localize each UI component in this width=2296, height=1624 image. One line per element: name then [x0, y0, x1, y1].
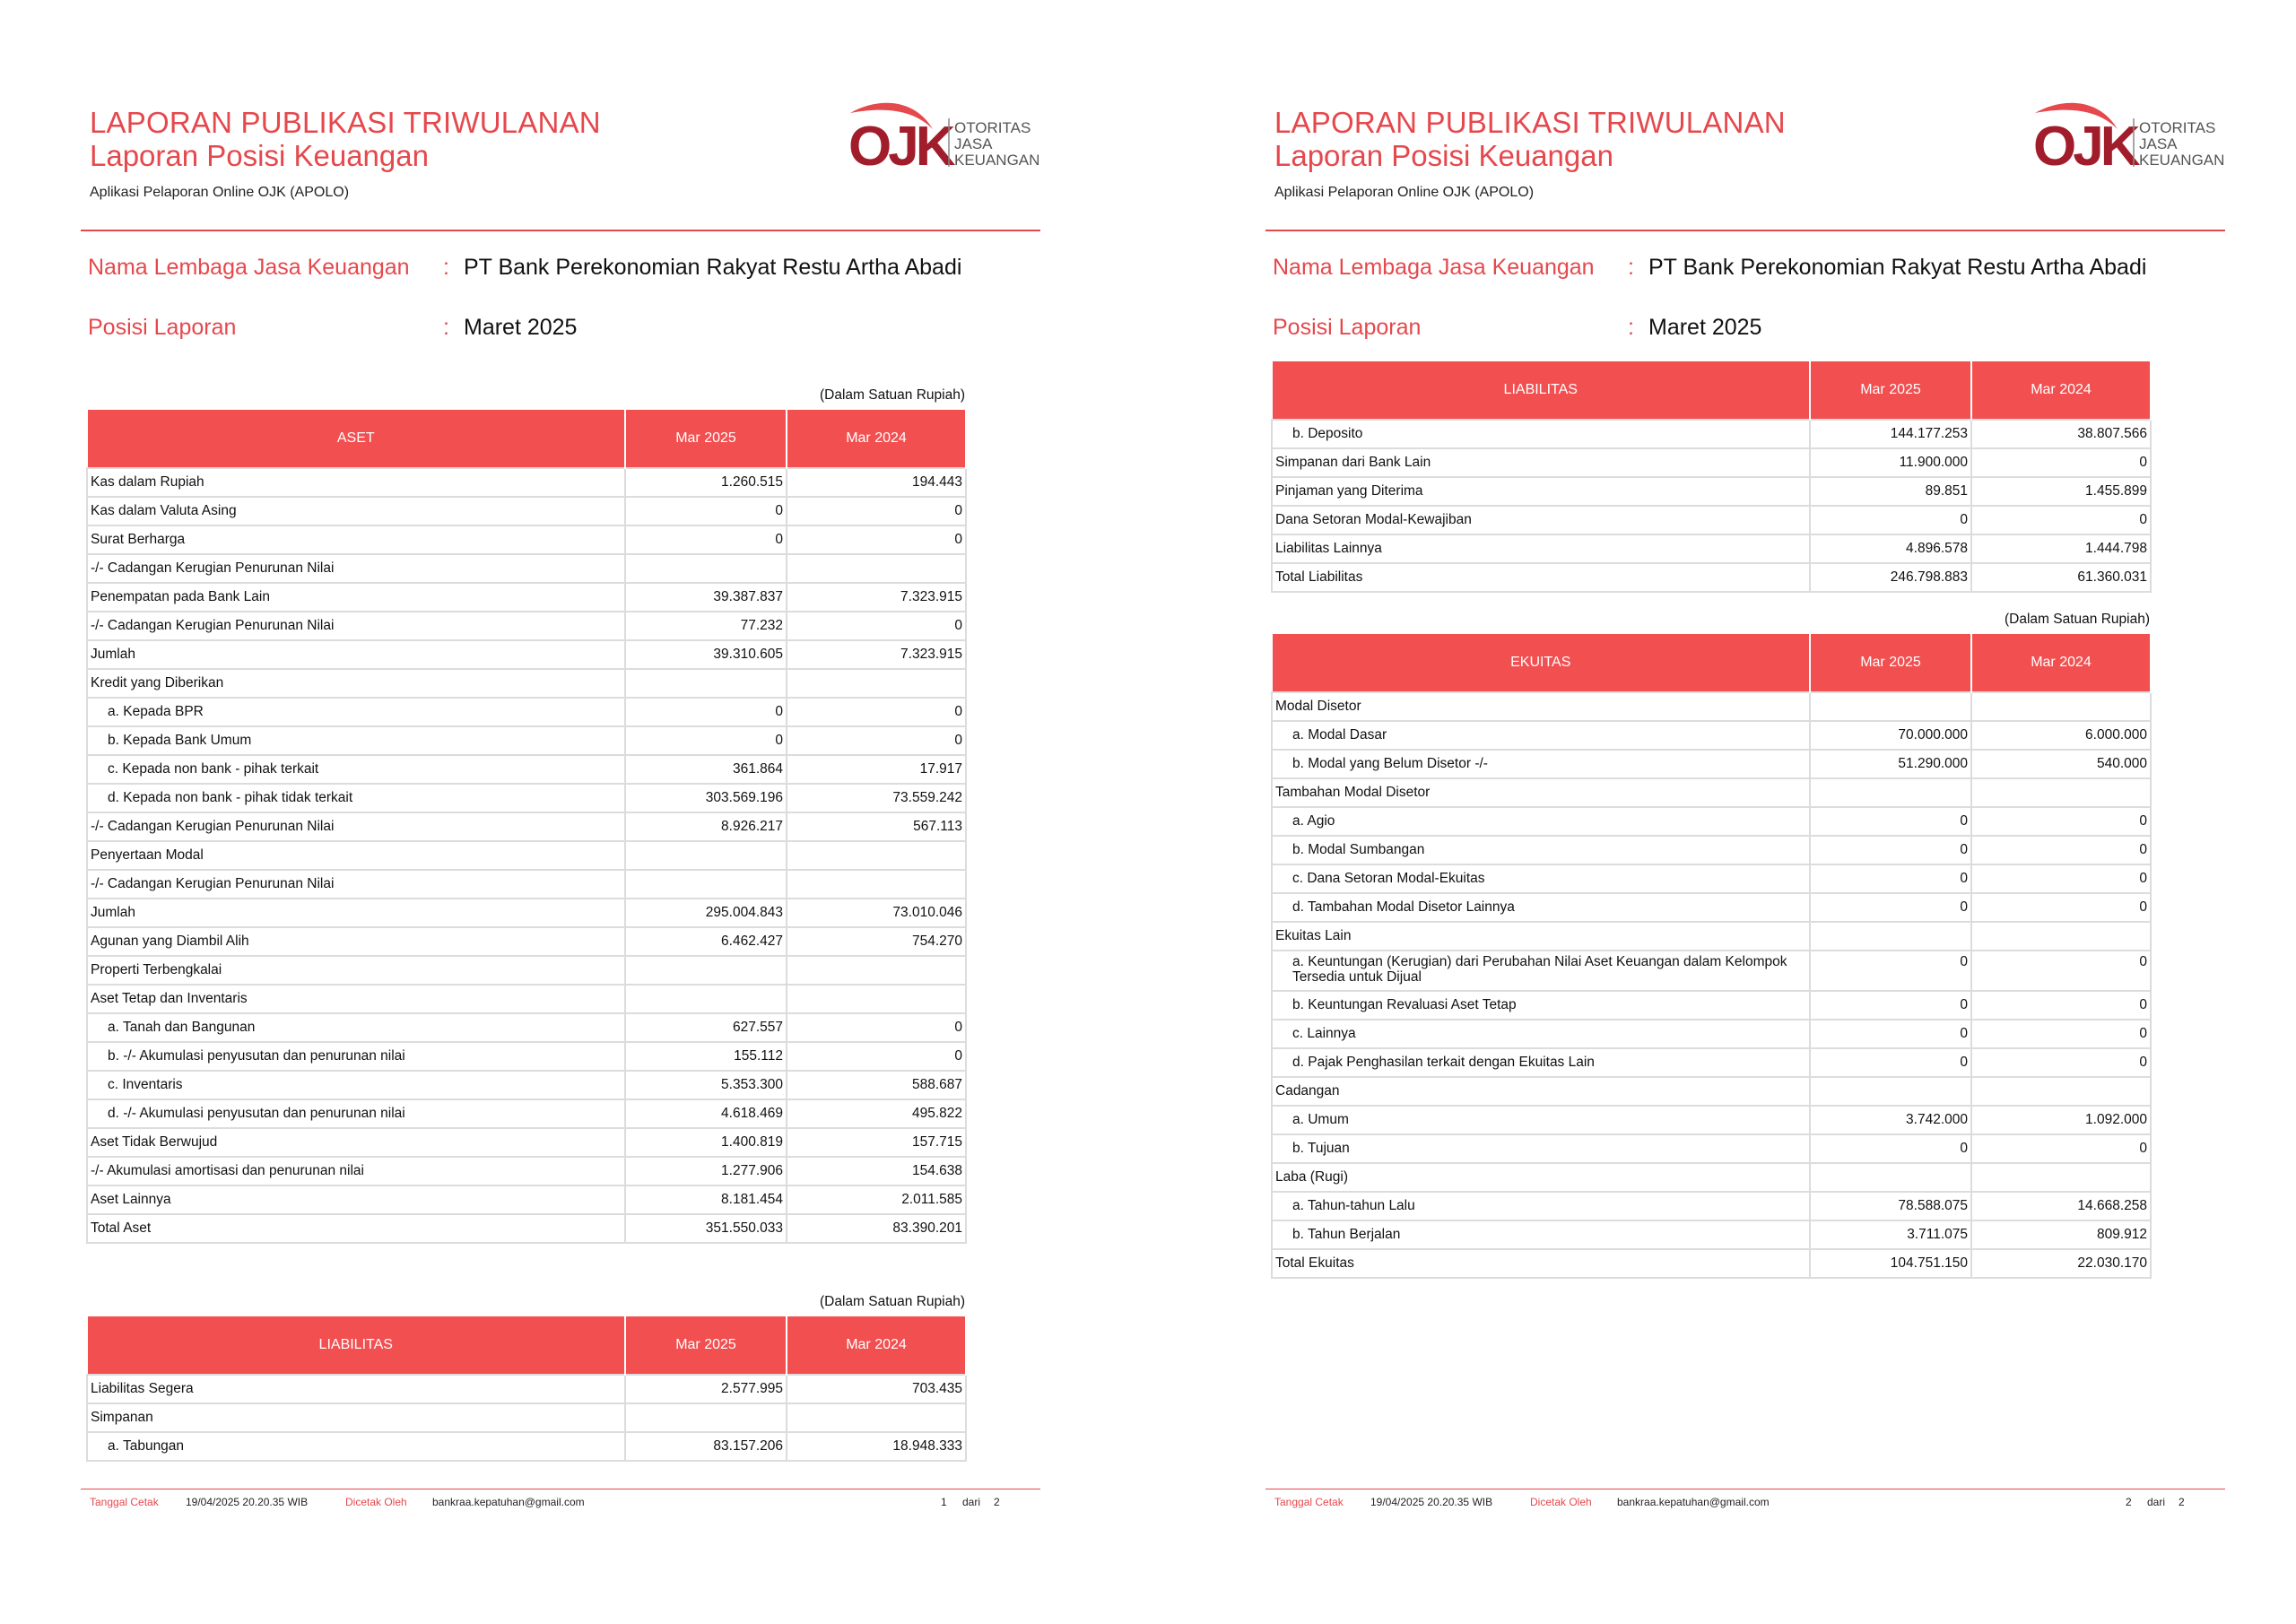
printed-by: bankraa.kepatuhan@gmail.com: [432, 1496, 585, 1508]
value-mar-2025: 78.588.075: [1810, 1192, 1971, 1220]
table-row: [1272, 1249, 2151, 1278]
row-label: d. Tambahan Modal Disetor Lainnya: [1272, 893, 1810, 922]
row-label: a. Agio: [1272, 807, 1810, 836]
value-mar-2024: 22.030.170: [1971, 1249, 2151, 1278]
table-row: [87, 1128, 966, 1157]
value-mar-2025: 0: [625, 698, 787, 726]
header-divider: [81, 230, 1040, 231]
row-label: c. Lainnya: [1272, 1020, 1810, 1048]
institution-value: PT Bank Perekonomian Rakyat Restu Artha Abadi: [464, 255, 962, 280]
row-label: b. Modal Sumbangan: [1272, 836, 1810, 864]
row-label: c. Inventaris: [87, 1071, 625, 1099]
row-label: Penempatan pada Bank Lain: [87, 583, 625, 612]
logo-line-2: JASA: [954, 135, 993, 152]
value-mar-2025: [1810, 692, 1971, 721]
value-mar-2025: 627.557: [625, 1013, 787, 1042]
table-row: [87, 784, 966, 812]
table-row: [87, 1071, 966, 1099]
logo-mark: OJK: [848, 116, 952, 174]
value-mar-2025: 351.550.033: [625, 1214, 787, 1243]
value-mar-2024: 754.270: [787, 927, 966, 956]
table-row: [87, 1403, 966, 1432]
row-label: Total Ekuitas: [1272, 1249, 1810, 1278]
value-mar-2025: 0: [625, 726, 787, 755]
row-label: Cadangan: [1272, 1077, 1810, 1106]
report-page-1: [72, 0, 1130, 1624]
logo-line-1: OTORITAS: [2139, 119, 2216, 136]
table-row: [87, 1185, 966, 1214]
value-mar-2025: 0: [1810, 864, 1971, 893]
row-label: Kas dalam Rupiah: [87, 468, 625, 497]
value-mar-2025: 11.900.000: [1810, 448, 1971, 477]
column-header-period: Mar 2024: [787, 1316, 966, 1376]
value-mar-2024: 540.000: [1971, 750, 2151, 778]
position-value: Maret 2025: [1648, 315, 1762, 340]
value-mar-2025: [1810, 922, 1971, 951]
logo-mark: OJK: [2033, 116, 2137, 174]
value-mar-2024: 73.559.242: [787, 784, 966, 812]
page-total: 2: [2179, 1496, 2185, 1508]
table-row: [87, 927, 966, 956]
value-mar-2024: 0: [1971, 951, 2151, 991]
value-mar-2025: [625, 1403, 787, 1432]
value-mar-2024: 0: [1971, 864, 2151, 893]
liabilitas-table-continued: [1271, 360, 2152, 593]
value-mar-2024: 495.822: [787, 1099, 966, 1128]
value-mar-2025: 1.400.819: [625, 1128, 787, 1157]
logo-line-2: JASA: [2139, 135, 2178, 152]
value-mar-2025: 155.112: [625, 1042, 787, 1071]
value-mar-2024: 61.360.031: [1971, 563, 2151, 592]
table-row: [1272, 807, 2151, 836]
ojk-logo: [843, 93, 1051, 174]
value-mar-2025: [625, 870, 787, 899]
value-mar-2024: 2.011.585: [787, 1185, 966, 1214]
value-mar-2025: 83.157.206: [625, 1432, 787, 1461]
row-label: Liabilitas Lainnya: [1272, 534, 1810, 563]
value-mar-2025: 0: [1810, 506, 1971, 534]
value-mar-2024: 154.638: [787, 1157, 966, 1185]
row-label: a. Kepada BPR: [87, 698, 625, 726]
value-mar-2024: 157.715: [787, 1128, 966, 1157]
table-row: [1272, 477, 2151, 506]
row-label: d. Pajak Penghasilan terkait dengan Ekuitas Lain: [1272, 1048, 1810, 1077]
value-mar-2025: 0: [625, 497, 787, 525]
value-mar-2024: 0: [1971, 1048, 2151, 1077]
print-date: 19/04/2025 20.20.35 WIB: [186, 1496, 309, 1508]
column-header-period: Mar 2024: [787, 410, 966, 469]
value-mar-2024: [787, 554, 966, 583]
row-label: c. Dana Setoran Modal-Ekuitas: [1272, 864, 1810, 893]
table-row: [1272, 750, 2151, 778]
table-row: [87, 698, 966, 726]
application-name: Aplikasi Pelaporan Online OJK (APOLO): [90, 185, 350, 200]
value-mar-2025: 1.277.906: [625, 1157, 787, 1185]
value-mar-2024: 0: [787, 1013, 966, 1042]
position-value: Maret 2025: [464, 315, 578, 340]
row-label: Liabilitas Segera: [87, 1375, 625, 1403]
value-mar-2024: 17.917: [787, 755, 966, 784]
value-mar-2024: 0: [1971, 991, 2151, 1020]
row-label: b. Deposito: [1272, 420, 1810, 448]
application-name: Aplikasi Pelaporan Online OJK (APOLO): [1274, 185, 1535, 200]
value-mar-2025: [1810, 1077, 1971, 1106]
table-row: [87, 583, 966, 612]
value-mar-2025: 77.232: [625, 612, 787, 640]
table-row: [1272, 864, 2151, 893]
value-mar-2025: [1810, 778, 1971, 807]
page-of-label: dari: [2147, 1496, 2166, 1508]
position-label: Posisi Laporan: [88, 315, 237, 340]
table-row: [1272, 1220, 2151, 1249]
value-mar-2024: 0: [1971, 893, 2151, 922]
column-header-label: EKUITAS: [1272, 634, 1810, 693]
value-mar-2024: 567.113: [787, 812, 966, 841]
institution-label: Nama Lembaga Jasa Keuangan: [88, 255, 410, 280]
value-mar-2025: [625, 841, 787, 870]
logo-line-3: KEUANGAN: [2139, 152, 2225, 169]
table-row: [87, 755, 966, 784]
value-mar-2024: 0: [1971, 836, 2151, 864]
row-label: Aset Tidak Berwujud: [87, 1128, 625, 1157]
printed-by-label: Dicetak Oleh: [345, 1496, 407, 1508]
print-date-label: Tanggal Cetak: [1274, 1496, 1344, 1508]
table-row: [87, 956, 966, 985]
row-label: -/- Cadangan Kerugian Penurunan Nilai: [87, 612, 625, 640]
printed-by-label: Dicetak Oleh: [1530, 1496, 1592, 1508]
value-mar-2024: 0: [1971, 448, 2151, 477]
printed-by: bankraa.kepatuhan@gmail.com: [1617, 1496, 1770, 1508]
table-row: [87, 841, 966, 870]
report-subtitle: Laporan Posisi Keuangan: [90, 139, 429, 172]
value-mar-2024: 6.000.000: [1971, 721, 2151, 750]
table-row: [1272, 1020, 2151, 1048]
value-mar-2024: 0: [787, 698, 966, 726]
row-label: -/- Cadangan Kerugian Penurunan Nilai: [87, 812, 625, 841]
table-row: [87, 726, 966, 755]
table-row: [1272, 534, 2151, 563]
table-row: [1272, 991, 2151, 1020]
table-row: [1272, 448, 2151, 477]
table-row: [1272, 1163, 2151, 1192]
value-mar-2025: [625, 956, 787, 985]
row-label: Agunan yang Diambil Alih: [87, 927, 625, 956]
value-mar-2024: [1971, 1077, 2151, 1106]
table-row: [1272, 1048, 2151, 1077]
table-row: [1272, 1106, 2151, 1134]
value-mar-2024: 809.912: [1971, 1220, 2151, 1249]
value-mar-2024: [1971, 692, 2151, 721]
value-mar-2024: 0: [1971, 1020, 2151, 1048]
row-label: d. -/- Akumulasi penyusutan dan penurunan nilai: [87, 1099, 625, 1128]
row-label: Ekuitas Lain: [1272, 922, 1810, 951]
row-label: b. Keuntungan Revaluasi Aset Tetap: [1272, 991, 1810, 1020]
value-mar-2024: [787, 956, 966, 985]
print-date-label: Tanggal Cetak: [90, 1496, 159, 1508]
value-mar-2025: 4.896.578: [1810, 534, 1971, 563]
table-row: [87, 870, 966, 899]
value-mar-2025: 39.310.605: [625, 640, 787, 669]
row-label: Penyertaan Modal: [87, 841, 625, 870]
table-row: [1272, 1192, 2151, 1220]
value-mar-2024: 73.010.046: [787, 899, 966, 927]
value-mar-2025: 303.569.196: [625, 784, 787, 812]
row-label: a. Tabungan: [87, 1432, 625, 1461]
table-row: [87, 554, 966, 583]
column-header-period: Mar 2025: [625, 1316, 787, 1376]
value-mar-2024: 0: [787, 1042, 966, 1071]
row-label: b. Kepada Bank Umum: [87, 726, 625, 755]
row-label: Jumlah: [87, 640, 625, 669]
value-mar-2024: 588.687: [787, 1071, 966, 1099]
value-mar-2025: 0: [625, 525, 787, 554]
value-mar-2024: [787, 669, 966, 698]
value-mar-2024: [787, 985, 966, 1013]
row-label: a. Tahun-tahun Lalu: [1272, 1192, 1810, 1220]
value-mar-2025: [625, 985, 787, 1013]
column-header-period: Mar 2024: [1971, 361, 2151, 421]
value-mar-2025: 104.751.150: [1810, 1249, 1971, 1278]
row-label: d. Kepada non bank - pihak tidak terkait: [87, 784, 625, 812]
page-number: 2: [2126, 1496, 2132, 1508]
value-mar-2025: 0: [1810, 1020, 1971, 1048]
row-label: Surat Berharga: [87, 525, 625, 554]
ekuitas-table: [1271, 633, 2152, 1279]
row-label: a. Modal Dasar: [1272, 721, 1810, 750]
value-mar-2025: 70.000.000: [1810, 721, 1971, 750]
table-row: [1272, 692, 2151, 721]
column-header-period: Mar 2025: [1810, 634, 1971, 693]
value-mar-2024: 7.323.915: [787, 583, 966, 612]
ojk-logo: [2028, 93, 2236, 174]
colon: :: [1628, 255, 1634, 280]
value-mar-2025: 0: [1810, 991, 1971, 1020]
table-row: [1272, 893, 2151, 922]
table-row: [87, 985, 966, 1013]
value-mar-2025: 6.462.427: [625, 927, 787, 956]
value-mar-2025: 1.260.515: [625, 468, 787, 497]
logo-line-3: KEUANGAN: [954, 152, 1040, 169]
position-label: Posisi Laporan: [1273, 315, 1422, 340]
value-mar-2025: 2.577.995: [625, 1375, 787, 1403]
table-row: [87, 1214, 966, 1243]
table-row: [87, 1432, 966, 1461]
value-mar-2025: 0: [1810, 807, 1971, 836]
value-mar-2024: 0: [1971, 1134, 2151, 1163]
value-mar-2024: 0: [1971, 807, 2151, 836]
value-mar-2024: 7.323.915: [787, 640, 966, 669]
value-mar-2024: 0: [787, 525, 966, 554]
row-label: Modal Disetor: [1272, 692, 1810, 721]
row-label: -/- Cadangan Kerugian Penurunan Nilai: [87, 870, 625, 899]
row-label: Total Aset: [87, 1214, 625, 1243]
colon: :: [1628, 315, 1634, 340]
row-label: Laba (Rugi): [1272, 1163, 1810, 1192]
value-mar-2024: [1971, 778, 2151, 807]
unit-note: (Dalam Satuan Rupiah): [820, 1294, 965, 1309]
table-row: [1272, 836, 2151, 864]
value-mar-2025: 144.177.253: [1810, 420, 1971, 448]
column-header-label: LIABILITAS: [87, 1316, 625, 1376]
row-label: Dana Setoran Modal-Kewajiban: [1272, 506, 1810, 534]
row-label: -/- Akumulasi amortisasi dan penurunan nilai: [87, 1157, 625, 1185]
column-header-period: Mar 2025: [1810, 361, 1971, 421]
value-mar-2025: [625, 669, 787, 698]
row-label: Jumlah: [87, 899, 625, 927]
column-header-period: Mar 2025: [625, 410, 787, 469]
table-row: [87, 1157, 966, 1185]
table-row: [87, 899, 966, 927]
header-divider: [1265, 230, 2225, 231]
row-label: Simpanan dari Bank Lain: [1272, 448, 1810, 477]
value-mar-2024: 0: [1971, 506, 2151, 534]
value-mar-2025: 0: [1810, 1048, 1971, 1077]
row-label: a. Keuntungan (Kerugian) dari Perubahan Nilai Aset Keuangan dalam Kelompok Tersedia untuk Dijual: [1272, 951, 1810, 991]
table-row: [87, 497, 966, 525]
value-mar-2024: 194.443: [787, 468, 966, 497]
report-title: LAPORAN PUBLIKASI TRIWULANAN: [90, 106, 601, 139]
unit-note: (Dalam Satuan Rupiah): [2005, 612, 2150, 627]
page-total: 2: [994, 1496, 1000, 1508]
value-mar-2025: [625, 554, 787, 583]
value-mar-2024: [1971, 922, 2151, 951]
table-row: [1272, 563, 2151, 592]
value-mar-2025: 0: [1810, 951, 1971, 991]
table-row: [1272, 721, 2151, 750]
column-header-label: LIABILITAS: [1272, 361, 1810, 421]
value-mar-2024: 1.444.798: [1971, 534, 2151, 563]
value-mar-2025: [1810, 1163, 1971, 1192]
colon: :: [443, 255, 449, 280]
row-label: a. Umum: [1272, 1106, 1810, 1134]
logo-line-1: OTORITAS: [954, 119, 1031, 136]
table-row: [1272, 420, 2151, 448]
table-row: [87, 525, 966, 554]
liabilitas-table: [86, 1316, 967, 1462]
aset-table: [86, 409, 967, 1244]
value-mar-2025: 5.353.300: [625, 1071, 787, 1099]
value-mar-2024: 0: [787, 726, 966, 755]
table-row: [1272, 951, 2151, 991]
value-mar-2024: [787, 841, 966, 870]
page-number: 1: [941, 1496, 947, 1508]
value-mar-2025: 8.926.217: [625, 812, 787, 841]
value-mar-2024: [787, 1403, 966, 1432]
page-of-label: dari: [962, 1496, 981, 1508]
row-label: Aset Lainnya: [87, 1185, 625, 1214]
value-mar-2025: 0: [1810, 836, 1971, 864]
value-mar-2024: 1.092.000: [1971, 1106, 2151, 1134]
row-label: Kas dalam Valuta Asing: [87, 497, 625, 525]
row-label: Aset Tetap dan Inventaris: [87, 985, 625, 1013]
table-row: [87, 1013, 966, 1042]
table-row: [1272, 778, 2151, 807]
table-row: [1272, 506, 2151, 534]
report-page-2: [1257, 0, 2296, 1624]
table-row: [1272, 1134, 2151, 1163]
table-row: [87, 640, 966, 669]
value-mar-2025: 246.798.883: [1810, 563, 1971, 592]
row-label: b. Tujuan: [1272, 1134, 1810, 1163]
row-label: c. Kepada non bank - pihak terkait: [87, 755, 625, 784]
value-mar-2025: 361.864: [625, 755, 787, 784]
value-mar-2025: 39.387.837: [625, 583, 787, 612]
row-label: -/- Cadangan Kerugian Penurunan Nilai: [87, 554, 625, 583]
table-row: [87, 612, 966, 640]
table-row: [87, 669, 966, 698]
row-label: b. Modal yang Belum Disetor -/-: [1272, 750, 1810, 778]
institution-value: PT Bank Perekonomian Rakyat Restu Artha Abadi: [1648, 255, 2147, 280]
table-row: [87, 1042, 966, 1071]
table-row: [1272, 1077, 2151, 1106]
value-mar-2025: 0: [1810, 893, 1971, 922]
value-mar-2025: 3.742.000: [1810, 1106, 1971, 1134]
value-mar-2025: 0: [1810, 1134, 1971, 1163]
value-mar-2025: 4.618.469: [625, 1099, 787, 1128]
row-label: Kredit yang Diberikan: [87, 669, 625, 698]
table-row: [1272, 922, 2151, 951]
value-mar-2024: 703.435: [787, 1375, 966, 1403]
row-label: b. Tahun Berjalan: [1272, 1220, 1810, 1249]
value-mar-2024: 0: [787, 612, 966, 640]
value-mar-2025: 8.181.454: [625, 1185, 787, 1214]
table-row: [87, 1099, 966, 1128]
value-mar-2025: 51.290.000: [1810, 750, 1971, 778]
table-row: [87, 812, 966, 841]
table-row: [87, 468, 966, 497]
value-mar-2024: 83.390.201: [787, 1214, 966, 1243]
value-mar-2024: [1971, 1163, 2151, 1192]
institution-label: Nama Lembaga Jasa Keuangan: [1273, 255, 1595, 280]
value-mar-2024: 14.668.258: [1971, 1192, 2151, 1220]
table-row: [87, 1375, 966, 1403]
value-mar-2025: 3.711.075: [1810, 1220, 1971, 1249]
row-label: Tambahan Modal Disetor: [1272, 778, 1810, 807]
value-mar-2024: 0: [787, 497, 966, 525]
row-label: Simpanan: [87, 1403, 625, 1432]
report-title: LAPORAN PUBLIKASI TRIWULANAN: [1274, 106, 1786, 139]
column-header-period: Mar 2024: [1971, 634, 2151, 693]
value-mar-2024: 38.807.566: [1971, 420, 2151, 448]
value-mar-2024: 18.948.333: [787, 1432, 966, 1461]
row-label: Total Liabilitas: [1272, 563, 1810, 592]
row-label: Pinjaman yang Diterima: [1272, 477, 1810, 506]
value-mar-2024: [787, 870, 966, 899]
value-mar-2025: 89.851: [1810, 477, 1971, 506]
value-mar-2024: 1.455.899: [1971, 477, 2151, 506]
value-mar-2025: 295.004.843: [625, 899, 787, 927]
colon: :: [443, 315, 449, 340]
row-label: Properti Terbengkalai: [87, 956, 625, 985]
column-header-label: ASET: [87, 410, 625, 469]
row-label: b. -/- Akumulasi penyusutan dan penurunan nilai: [87, 1042, 625, 1071]
print-date: 19/04/2025 20.20.35 WIB: [1370, 1496, 1493, 1508]
unit-note: (Dalam Satuan Rupiah): [820, 387, 965, 403]
row-label: a. Tanah dan Bangunan: [87, 1013, 625, 1042]
report-subtitle: Laporan Posisi Keuangan: [1274, 139, 1613, 172]
